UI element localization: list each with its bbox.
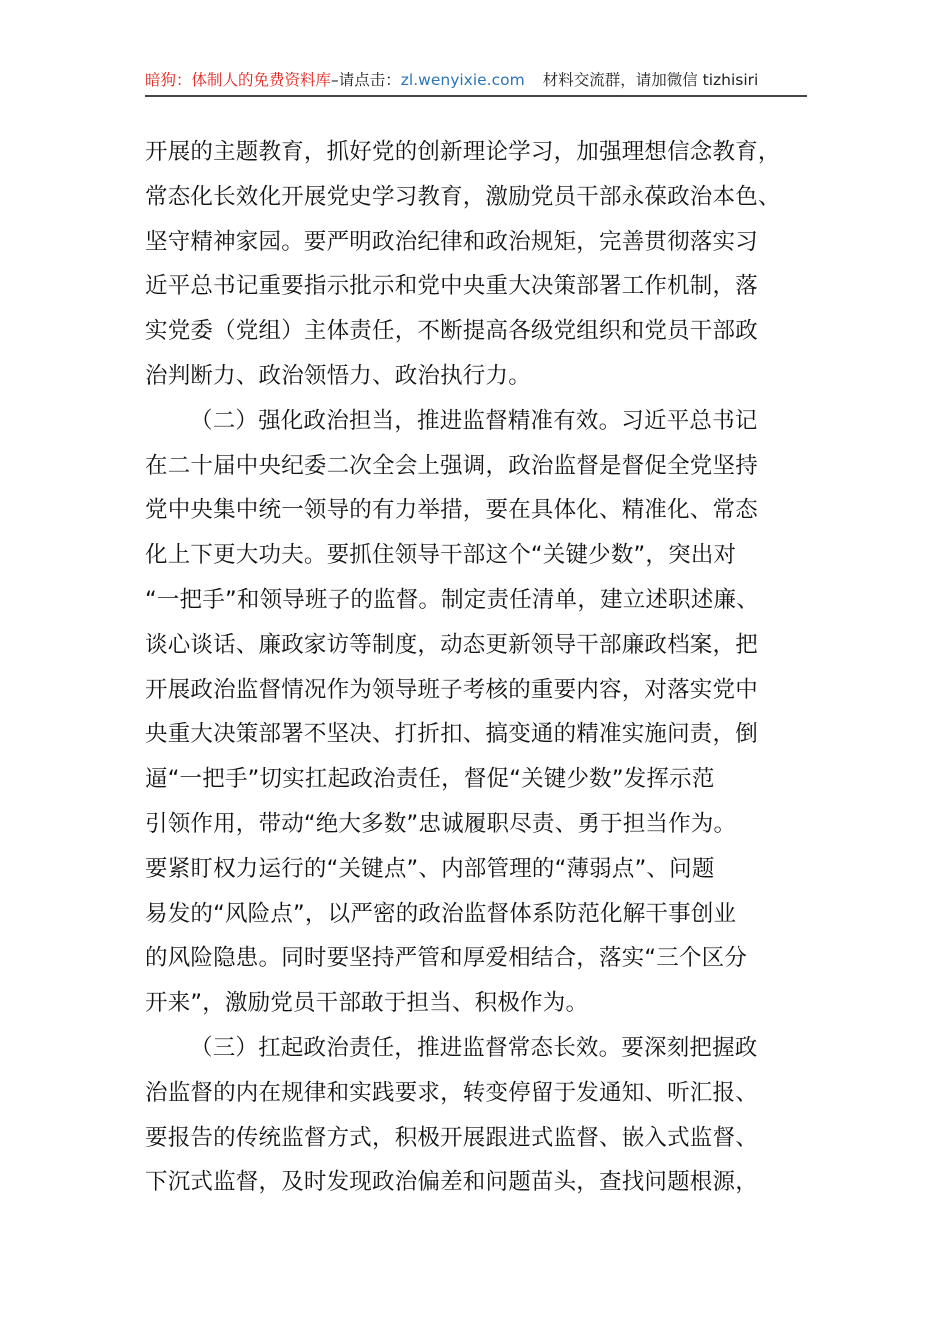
text-line: 开来”，激励党员干部敢于担当、积极作为。 [145,990,589,1017]
section-heading-line: （二）强化政治担当，推进监督精准有效。习近平总书记 [190,407,758,434]
text-line: 谈心谈话、廉政家访等制度，动态更新领导干部廉政档案，把 [145,631,758,658]
text-line: 化上下更大功夫。要抓住领导干部这个“关键少数”，突出对 [145,542,737,569]
text-line: “一把手”和领导班子的监督。制定责任清单，建立述职述廉、 [145,586,759,613]
page-header [145,68,805,92]
text-line: 坚守精神家园。要严明政治纪律和政治规矩，完善贯彻落实习 [145,228,758,255]
text-line: 要报告的传统监督方式，积极开展跟进式监督、嵌入式监督、 [145,1124,758,1151]
text-line: 常态化长效化开展党史学习教育，激励党员干部永葆政治本色、 [145,183,781,210]
group-note: 材料交流群，请加微信 tizhisiri [542,71,759,89]
text-line: 逼“一把手”切实扛起政治责任，督促“关键少数”发挥示范 [145,766,715,793]
text-line: 的风险隐患。同时要坚持严管和厚爱相结合，落实“三个区分 [145,945,748,972]
paragraph-2 [145,399,810,1026]
text-line: 治判断力、政治领悟力、政治执行力。 [145,362,531,389]
section-heading-line: （三）扛起政治责任，推进监督常态长效。要深刻把握政 [190,1034,758,1061]
site-name: 暗狗：体制人的免费资料库 [145,71,332,89]
text-line: 下沉式监督，及时发现政治偏差和问题苗头，查找问题根源， [145,1169,758,1196]
click-prompt: –请点击： [331,71,401,89]
text-line: 开展的主题教育，抓好党的创新理论学习，加强理想信念教育， [145,139,781,165]
document-body [145,130,810,1205]
text-line: 在二十届中央纪委二次全会上强调，政治监督是督促全党坚持 [145,452,758,479]
text-line: 党中央集中统一领导的有力举措，要在具体化、精准化、常态 [145,497,758,524]
text-line: 近平总书记重要指示批示和党中央重大决策部署工作机制，落 [145,273,758,300]
text-line: 要紧盯权力运行的“关键点”、内部管理的“薄弱点”、问题 [145,855,715,882]
text-line: 央重大决策部署不坚决、打折扣、搞变通的精准实施问责，倒 [145,721,758,748]
text-line: 治监督的内在规律和实践要求，转变停留于发通知、听汇报、 [145,1079,758,1106]
header-divider [145,95,807,97]
text-line: 开展政治监督情况作为领导班子考核的重要内容，对落实党中 [145,676,758,703]
paragraph-1 [145,130,810,399]
site-url-link[interactable]: zl.wenyixie.com [400,71,525,89]
text-line: 引领作用，带动“绝大多数”忠诚履职尽责、勇于担当作为。 [145,810,737,837]
text-line: 易发的“风险点”，以严密的政治监督体系防范化解干事创业 [145,900,737,927]
text-line: 实党委（党组）主体责任，不断提高各级党组织和党员干部政 [145,318,758,345]
paragraph-3 [145,1026,810,1205]
